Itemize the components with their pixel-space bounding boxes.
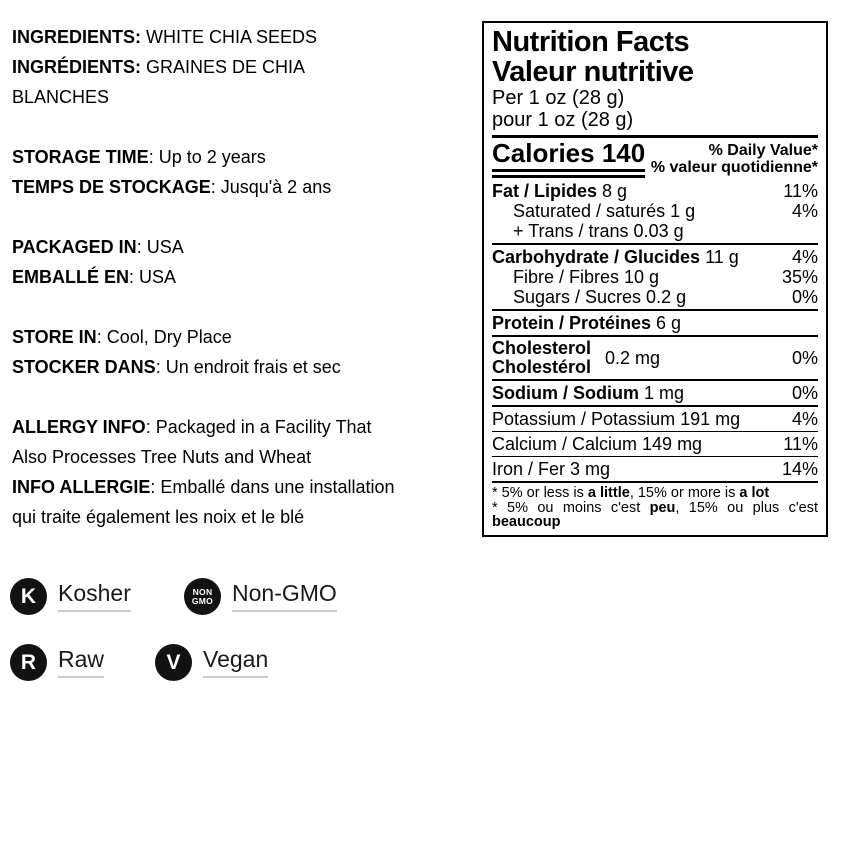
product-info [12,22,478,532]
storage-time-line-en: STORAGE TIME: Up to 2 years [12,147,266,167]
kosher-badge-icon: K [10,578,47,615]
packaged-in-line-fr: EMBALLÉ EN: USA [12,267,177,287]
nutrition-facts-panel [482,21,828,537]
divider [492,405,818,407]
nutrient-row-iron: Iron / Fer 3 mg 14% [492,459,818,479]
storage-time-line-fr: TEMPS DE STOCKAGE: Jusqu'à 2 ans [12,177,332,197]
divider [492,335,818,337]
non-gmo-badge-label[interactable]: Non-GMO [232,581,337,612]
store-in-label-fr: STOCKER DANS [12,357,156,377]
nutrient-row-calcium: Calcium / Calcium 149 mg 11% [492,434,818,454]
serving-size-en: Per 1 oz (28 g) [492,87,625,109]
nutrient-row-sugars: Sugars / Sucres 0.2 g 0% [513,287,818,307]
allergy-info-label-fr: INFO ALLERGIE [12,477,151,497]
store-in-line-en: STORE IN: Cool, Dry Place [12,327,232,347]
divider [492,431,818,432]
ingredients-line-fr [12,52,478,82]
daily-value-footnote-en: * 5% or less is a little, 15% or more is a lot [492,485,770,501]
vegan-badge-label[interactable]: Vegan [203,647,268,678]
kosher-badge-label[interactable]: Kosher [58,581,131,612]
nutrient-row-fibre: Fibre / Fibres 10 g 35% [513,267,818,287]
non-gmo-badge-link[interactable] [184,578,337,615]
non-gmo-badge-icon: NON GMO [184,578,221,615]
serving-size-fr: pour 1 oz (28 g) [492,109,634,131]
divider [492,456,818,457]
nutrition-title-fr: Valeur nutritive [492,56,694,88]
ingredients-value-en: WHITE CHIA SEEDS [141,27,318,47]
daily-value-footnote-fr: * 5% ou moins c'est peu, 15% ou plus c'est beaucoup [492,500,818,530]
calories-row [492,140,818,178]
nutrient-row-fat: Fat / Lipides 8 g 11% [492,181,818,201]
store-in-line-fr: STOCKER DANS: Un endroit frais et sec [12,357,341,377]
packaged-in-label-fr: EMBALLÉ EN [12,267,129,287]
nutrient-row-trans: + Trans / trans 0.03 g [513,221,684,241]
storage-time-label-en: STORAGE TIME [12,147,149,167]
allergy-info-line-fr-wrap: qui traite également les noix et le blé [12,507,305,527]
ingredients-label-fr: INGRÉDIENTS: [12,57,142,77]
vegan-badge-icon: V [155,644,192,681]
allergy-info-line-en-wrap: Also Processes Tree Nuts and Wheat [12,447,312,467]
allergy-info-label-en: ALLERGY INFO [12,417,146,437]
raw-badge-icon: R [10,644,47,681]
nutrient-row-sodium: Sodium / Sodium 1 mg 0% [492,383,818,403]
ingredients-line-fr-wrap: BLANCHES [12,87,110,107]
packaged-in-line-en: PACKAGED IN: USA [12,237,184,257]
divider [492,243,818,245]
nutrient-row-saturated: Saturated / saturés 1 g 4% [513,201,818,221]
allergy-info-line-fr: INFO ALLERGIE: Emballé dans une installation [12,477,395,497]
store-in-label-en: STORE IN [12,327,97,347]
raw-badge-label[interactable]: Raw [58,647,104,678]
raw-badge-link[interactable] [10,644,104,681]
nutrient-row-cholesterol: Cholesterol Cholestérol 0.2 mg 0% [492,338,818,377]
kosher-badge-link[interactable] [10,578,131,615]
nutrition-title-en: Nutrition Facts [492,26,690,58]
divider [492,481,818,483]
nutrient-row-carbohydrate: Carbohydrate / Glucides 11 g 4% [492,247,818,267]
nutrient-row-potassium: Potassium / Potassium 191 mg 4% [492,409,818,429]
daily-value-header: % Daily Value* % valeur quotidienne* [650,142,818,176]
ingredients-label-en: INGREDIENTS: [12,27,142,47]
packaged-in-label-en: PACKAGED IN [12,237,137,257]
divider [492,379,818,381]
ingredients-line-en [12,22,478,52]
allergy-info-line-en: ALLERGY INFO: Packaged in a Facility That [12,417,372,437]
divider [492,309,818,311]
ingredients-value-fr: GRAINES DE CHIA [141,57,306,77]
nutrient-row-protein: Protein / Protéines 6 g [492,313,682,333]
calories-value: Calories 140 [492,140,645,172]
storage-time-label-fr: TEMPS DE STOCKAGE [12,177,211,197]
vegan-badge-link[interactable] [155,644,268,681]
